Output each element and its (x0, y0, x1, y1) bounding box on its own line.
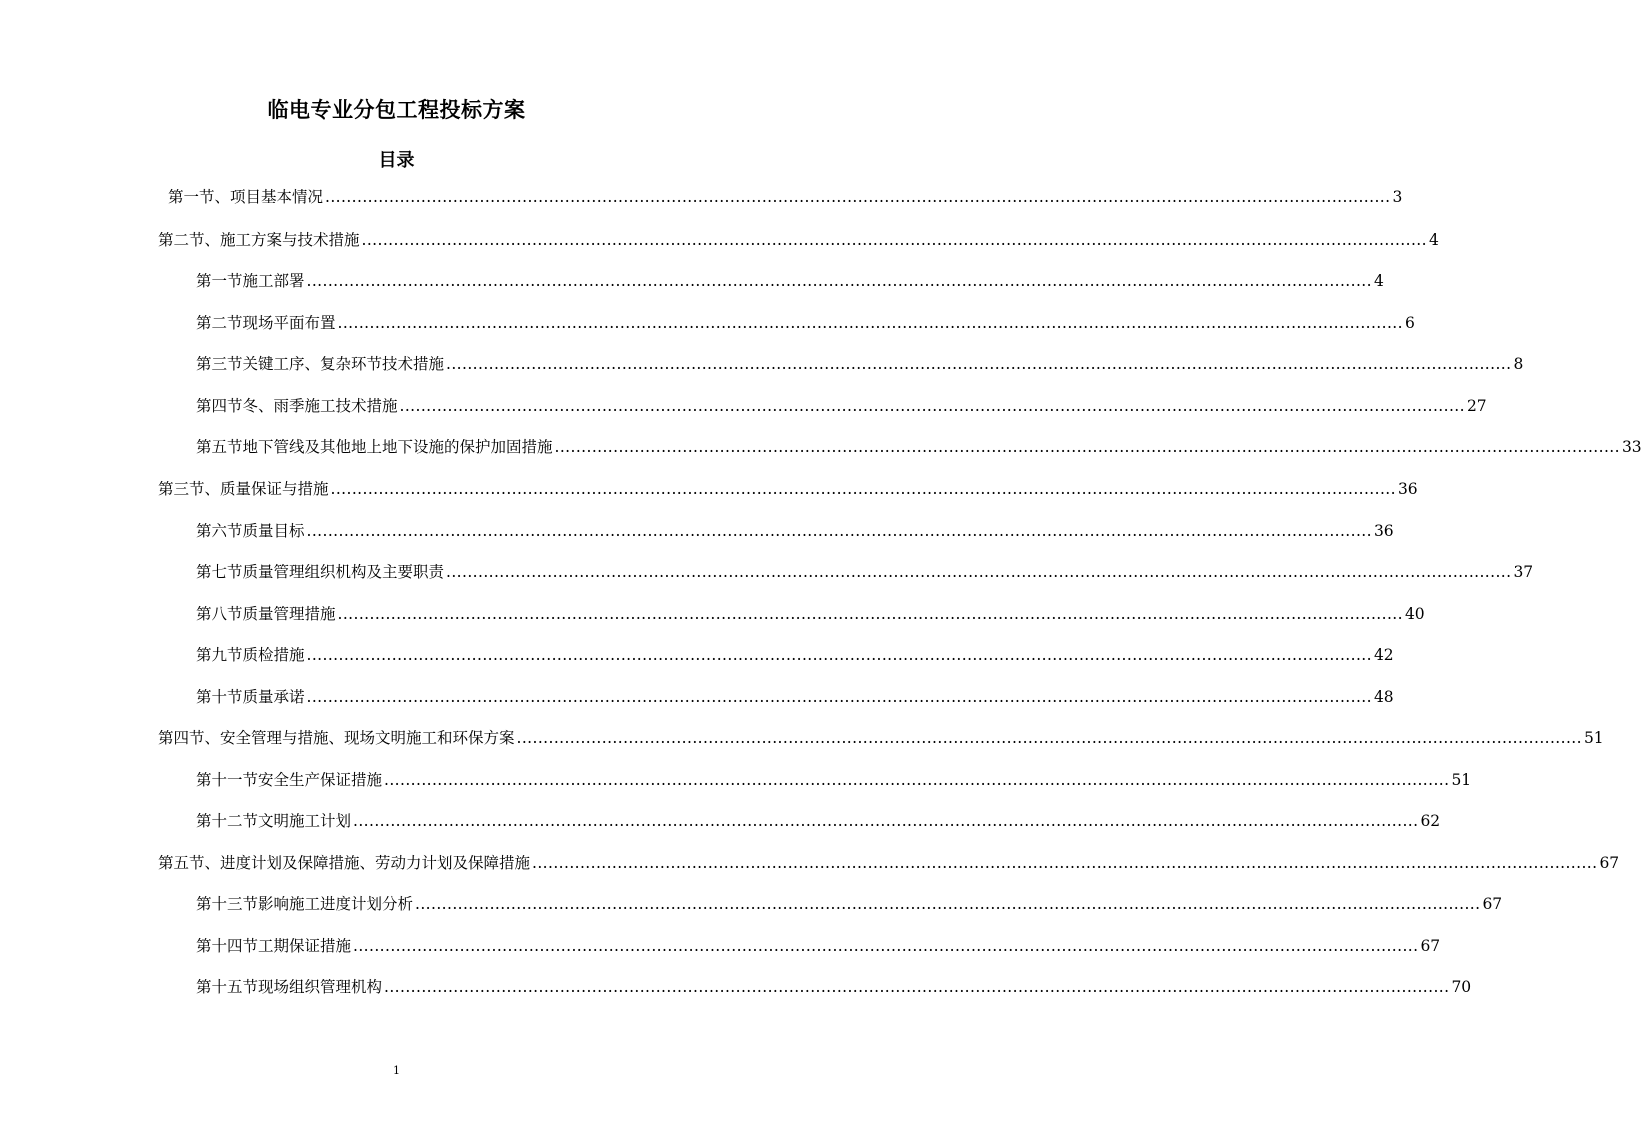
toc-entry-text: 地下管线及其他地上地下设施的保护加固措施 (242, 438, 553, 456)
toc-entry-page: 62 (1420, 812, 1441, 830)
toc-dot-leader: ........................................................................................................................................................................................................ (446, 355, 1512, 373)
toc-entry-page: 3 (1392, 188, 1403, 206)
toc-entry-page: 51 (1451, 771, 1472, 789)
toc-entry-number: 第十三节 (196, 895, 259, 913)
toc-entry-page: 36 (1397, 480, 1418, 498)
toc-entry-text: 影响施工进度计划分析 (258, 895, 414, 913)
toc-entry-page: 27 (1466, 397, 1487, 415)
toc-dot-leader: ........................................................................................................................................................................................................ (337, 314, 1403, 332)
toc-entry-text: 现场组织管理机构 (258, 978, 383, 996)
toc-dot-leader: ........................................................................................................................................................................................................ (361, 231, 1427, 249)
toc-entry-number: 第九节 (196, 646, 243, 664)
toc-entry-number: 第十四节 (196, 937, 259, 955)
toc-entry[interactable] (196, 643, 1394, 667)
toc-entry[interactable] (196, 975, 1472, 999)
toc-entry-number: 第三节、 (158, 480, 221, 498)
toc-entry-text: 质检措施 (242, 646, 305, 664)
toc-entry[interactable] (196, 269, 1384, 293)
toc-entry[interactable] (196, 809, 1441, 833)
toc-dot-leader: ........................................................................................................................................................................................................ (446, 563, 1512, 581)
toc-entry[interactable] (196, 560, 1534, 584)
toc-entry[interactable] (196, 768, 1472, 792)
toc-entry-page: 48 (1373, 688, 1394, 706)
toc-entry-page: 67 (1420, 937, 1441, 955)
toc-entry-page: 4 (1428, 231, 1439, 249)
toc-entry-number: 第八节 (196, 605, 243, 623)
toc-entry-number: 第十节 (196, 688, 243, 706)
toc-entry-text: 质量目标 (242, 522, 305, 540)
toc-entry-page: 6 (1404, 314, 1415, 332)
toc-entry-number: 第四节、 (158, 729, 221, 747)
toc-dot-leader: ........................................................................................................................................................................................................ (353, 812, 1419, 830)
toc-dot-leader: ........................................................................................................................................................................................................ (532, 854, 1598, 872)
toc-entry-number: 第三节 (196, 355, 243, 373)
toc-entry-page: 33 (1621, 438, 1642, 456)
toc-entry[interactable] (158, 726, 1604, 750)
toc-entry-text: 质量管理组织机构及主要职责 (242, 563, 445, 581)
toc-dot-leader: ........................................................................................................................................................................................................ (306, 646, 1372, 664)
toc-entry-page: 67 (1599, 854, 1620, 872)
toc-entry[interactable] (196, 435, 1642, 459)
toc-entry-page: 36 (1373, 522, 1394, 540)
toc-entry-text: 现场平面布置 (242, 314, 336, 332)
toc-entry-page: 51 (1583, 729, 1604, 747)
toc-entry-page: 37 (1513, 563, 1534, 581)
toc-dot-leader: ........................................................................................................................................................................................................ (337, 605, 1403, 623)
toc-entry-number: 第十一节 (196, 771, 259, 789)
toc-dot-leader: ........................................................................................................................................................................................................ (384, 771, 1450, 789)
toc-entry-text: 施工方案与技术措施 (220, 231, 360, 249)
toc-entry-number: 第六节 (196, 522, 243, 540)
toc-entry[interactable] (196, 311, 1415, 335)
toc-entry-text: 质量保证与措施 (220, 480, 329, 498)
toc-entry[interactable] (158, 851, 1620, 875)
toc-entry-page: 4 (1373, 272, 1384, 290)
toc-entry[interactable] (196, 519, 1394, 543)
toc-dot-leader: ........................................................................................................................................................................................................ (415, 895, 1481, 913)
toc-entry-text: 关键工序、复杂环节技术措施 (242, 355, 445, 373)
page-number: 1 (393, 1064, 400, 1077)
toc-dot-leader: ........................................................................................................................................................................................................ (353, 937, 1419, 955)
toc-entry-number: 第一节 (196, 272, 243, 290)
toc-dot-leader: ........................................................................................................................................................................................................ (306, 272, 1372, 290)
toc-dot-leader: ........................................................................................................................................................................................................ (554, 438, 1620, 456)
toc-entry-text: 质量承诺 (242, 688, 305, 706)
toc-dot-leader: ........................................................................................................................................................................................................ (384, 978, 1450, 996)
toc-entry[interactable] (196, 352, 1524, 376)
toc-dot-leader: ........................................................................................................................................................................................................ (516, 729, 1582, 747)
toc-dot-leader: ........................................................................................................................................................................................................ (325, 188, 1391, 206)
toc-entry-page: 67 (1482, 895, 1503, 913)
toc-entry-number: 第二节 (196, 314, 243, 332)
toc-entry[interactable] (196, 892, 1503, 916)
toc-entry-page: 70 (1451, 978, 1472, 996)
toc-entry[interactable] (196, 685, 1394, 709)
toc-entry-number: 第四节 (196, 397, 243, 415)
toc-dot-leader: ........................................................................................................................................................................................................ (399, 397, 1465, 415)
document-title: 临电专业分包工程投标方案 (267, 98, 526, 122)
toc-dot-leader: ........................................................................................................................................................................................................ (306, 522, 1372, 540)
toc-entry-number: 第七节 (196, 563, 243, 581)
toc-entry-text: 文明施工计划 (258, 812, 352, 830)
toc-entry-text: 进度计划及保障措施、劳动力计划及保障措施 (220, 854, 531, 872)
toc-heading: 目录 (378, 150, 415, 171)
toc-entry[interactable] (158, 477, 1418, 501)
toc-dot-leader: ........................................................................................................................................................................................................ (306, 688, 1372, 706)
toc-entry-number: 第十二节 (196, 812, 259, 830)
toc-entry[interactable] (196, 602, 1425, 626)
toc-entry-number: 第二节、 (158, 231, 221, 249)
toc-entry[interactable] (196, 394, 1487, 418)
toc-entry-text: 安全管理与措施、现场文明施工和环保方案 (220, 729, 515, 747)
toc-entry-number: 第五节、 (158, 854, 221, 872)
toc-entry-text: 施工部署 (242, 272, 305, 290)
toc-entry-text: 冬、雨季施工技术措施 (242, 397, 398, 415)
toc-dot-leader: ........................................................................................................................................................................................................ (330, 480, 1396, 498)
toc-entry[interactable] (168, 185, 1403, 209)
toc-entry-page: 8 (1513, 355, 1524, 373)
toc-entry-number: 第五节 (196, 438, 243, 456)
toc-entry[interactable] (196, 934, 1441, 958)
toc-entry-text: 安全生产保证措施 (258, 771, 383, 789)
toc-entry[interactable] (158, 228, 1439, 252)
toc-entry-page: 42 (1373, 646, 1394, 664)
toc-entry-text: 工期保证措施 (258, 937, 352, 955)
toc-entry-number: 第十五节 (196, 978, 259, 996)
toc-entry-number: 第一节、 (168, 188, 231, 206)
toc-entry-text: 质量管理措施 (242, 605, 336, 623)
toc-entry-text: 项目基本情况 (230, 188, 324, 206)
toc-entry-page: 40 (1404, 605, 1425, 623)
